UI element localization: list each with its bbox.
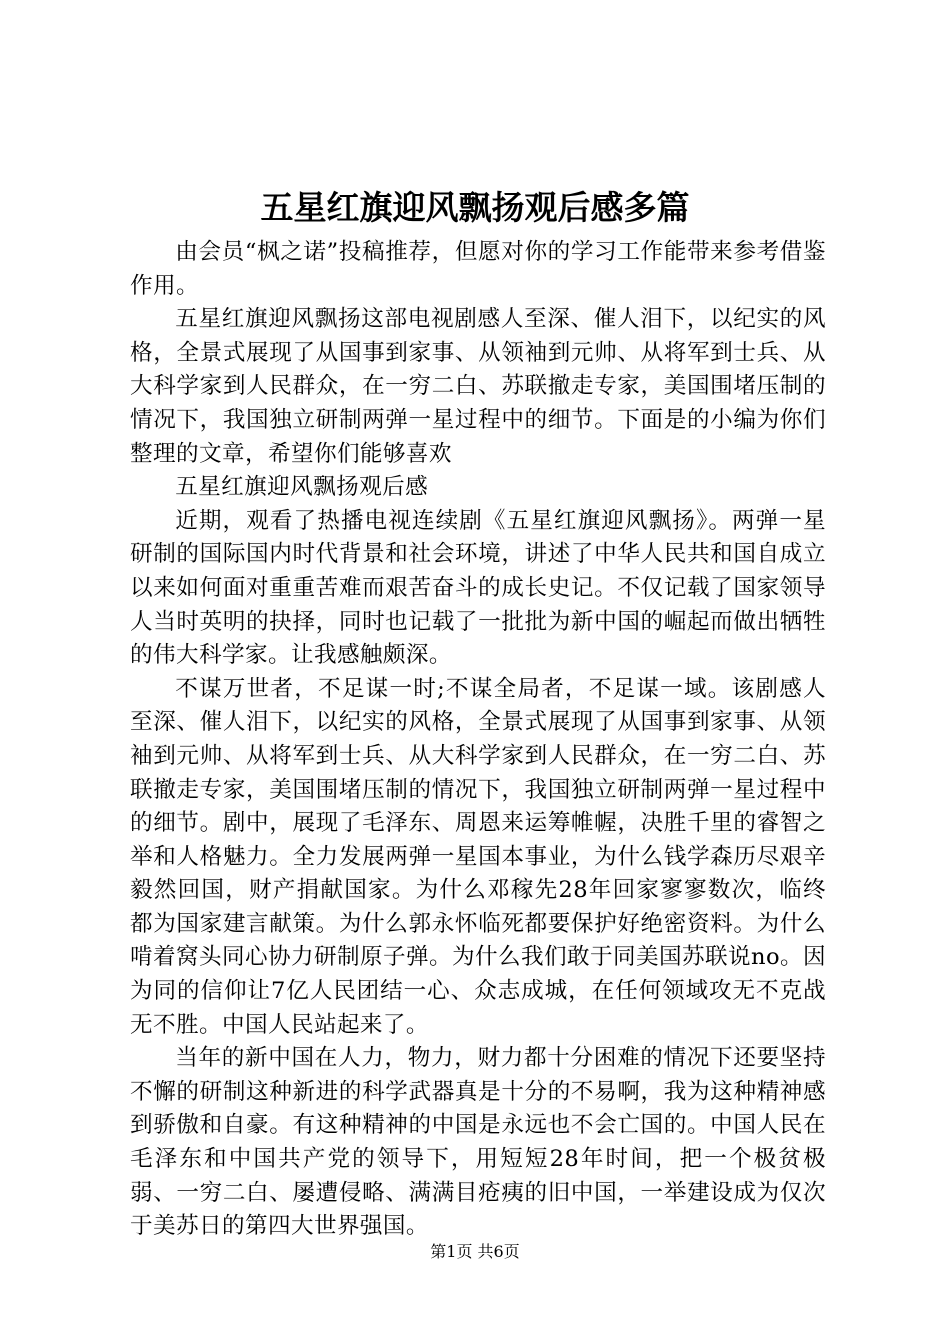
paragraph-body-3: 当年的新中国在人力，物力，财力都十分困难的情况下还要坚持不懈的研制这种新进的科学武器真是十分的不易啊，我为这种精神感到骄傲和自豪。有这种精神的中国是永远也不会亡国的。中国人民在毛泽东和中国共产党的领导下，用短短28年时间，把一个极贫极弱、一穷二白、屡遭侵略、满满目疮痍的旧中国，一举建设成为仅次于美苏日的第四大世界强国。: [130, 1045, 826, 1240]
page-footer: 第1页 共6页: [430, 1242, 520, 1261]
document-body: [130, 236, 826, 1244]
section-heading: 五星红旗迎风飘扬观后感: [175, 474, 429, 501]
document-title: 五星红旗迎风飘扬观后感多篇: [260, 188, 690, 227]
paragraph-intro: 由会员“枫之诺”投稿推荐，但愿对你的学习工作能带来参考借鉴作用。: [130, 239, 826, 299]
paragraph-body-2: 不谋万世者，不足谋一时;不谋全局者，不足谋一域。该剧感人至深、催人泪下，以纪实的风格，全景式展现了从国事到家事、从领袖到元帅、从将军到士兵、从大科学家到人民群众，在一穷二白、苏联撤走专家，美国围堵压制的情况下，我国独立研制两弹一星过程中的细节。剧中，展现了毛泽东、周恩来运筹帷幄，决胜千里的睿智之举和人格魅力。全力发展两弹一星国本事业，为什么钱学森历尽艰辛毅然回国，财产捐献国家。为什么邓稼先28年回家寥寥数次，临终都为国家建言献策。为什么郭永怀临死都要保护好绝密资料。为什么啃着窝头同心协力研制原子弹。为什么我们敢于同美国苏联说no。因为同的信仰让7亿人民团结一心、众志成城，在任何领域攻无不克战无不胜。中国人民站起来了。: [130, 675, 826, 1038]
paragraph-summary: 五星红旗迎风飘扬这部电视剧感人至深、催人泪下，以纪实的风格，全景式展现了从国事到家事、从领袖到元帅、从将军到士兵、从大科学家到人民群众，在一穷二白、苏联撤走专家，美国围堵压制的情况下，我国独立研制两弹一星过程中的细节。下面是的小编为你们整理的文章，希望你们能够喜欢: [130, 306, 826, 467]
paragraph-body-1: 近期，观看了热播电视连续剧《五星红旗迎风飘扬》。两弹一星研制的国际国内时代背景和社会环境，讲述了中华人民共和国自成立以来如何面对重重苦难而艰苦奋斗的成长史记。不仅记载了国家领导人当时英明的抉择，同时也记载了一批批为新中国的崛起而做出牺牲的伟大科学家。让我感触颇深。: [130, 507, 826, 669]
